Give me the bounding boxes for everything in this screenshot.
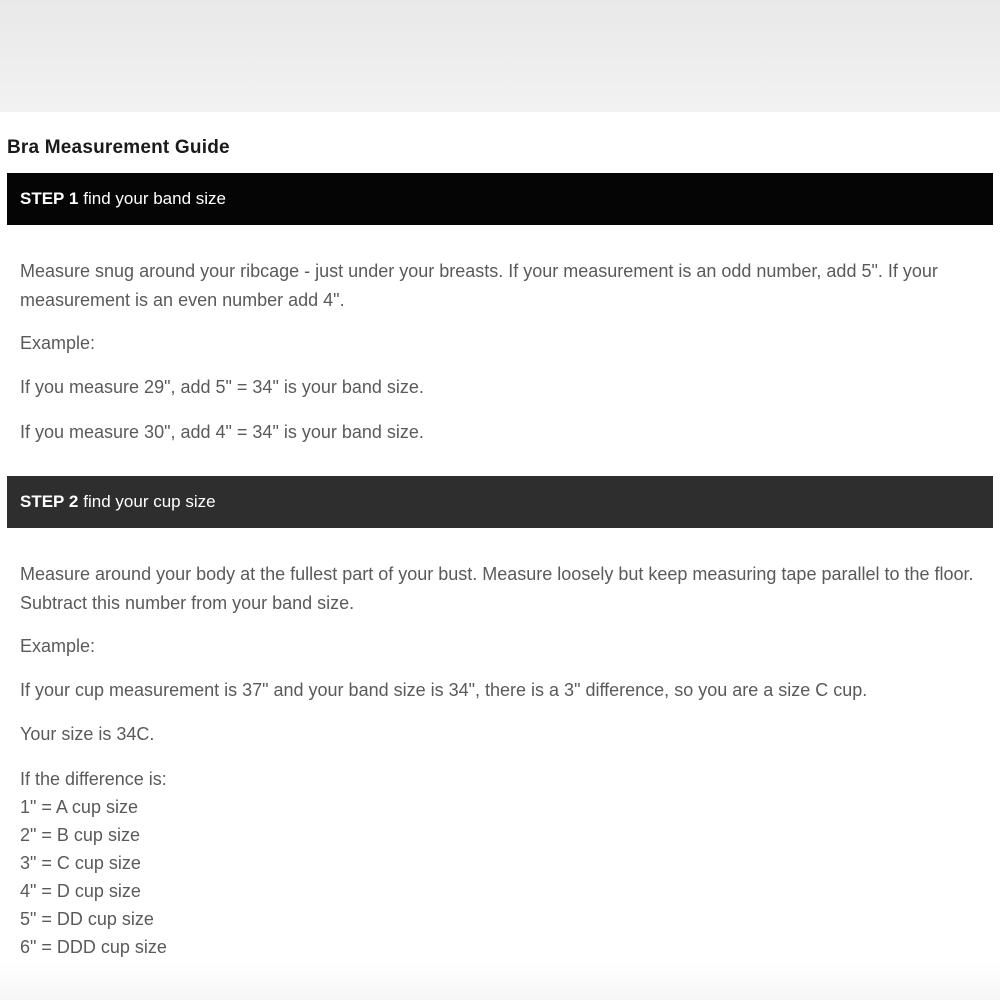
- step-1-instruction: Measure snug around your ribcage - just under your breasts. If your measurement is an odd number, add 5". If your measurement is an even number add 4".: [20, 261, 938, 310]
- list-item: 2" = B cup size: [20, 825, 140, 845]
- step-2-instruction: Measure around your body at the fullest part of your bust. Measure loosely but keep measuring tape parallel to the floor. Subtract this number from your band size.: [20, 564, 974, 613]
- cup-size-list: [20, 765, 167, 961]
- list-item: 6" = DDD cup size: [20, 937, 167, 957]
- list-item: 1" = A cup size: [20, 797, 138, 817]
- step-2-title: find your cup size: [83, 492, 216, 511]
- step-2-example-label: Example:: [20, 636, 96, 656]
- step-1-example-2: If you measure 30", add 4" = 34" is your band size.: [20, 422, 424, 442]
- list-item: 4" = D cup size: [20, 881, 141, 901]
- step-2-label: STEP 2: [20, 492, 79, 511]
- page-title: Bra Measurement Guide: [7, 137, 230, 158]
- bottom-fade: [0, 962, 1000, 1000]
- step-1-example-1: If you measure 29", add 5" = 34" is your band size.: [20, 377, 424, 397]
- step-2-example-1: If your cup measurement is 37" and your band size is 34", there is a 3" difference, so you are a size C cup.: [20, 680, 868, 700]
- step-2-header: [7, 476, 993, 528]
- step-1-header: [7, 173, 993, 225]
- top-banner: [0, 0, 1000, 112]
- step-2-example-2: Your size is 34C.: [20, 724, 155, 744]
- step-1-example-label: Example:: [20, 333, 96, 353]
- step-1-label: STEP 1: [20, 189, 79, 208]
- list-item: 3" = C cup size: [20, 853, 141, 873]
- list-item: 5" = DD cup size: [20, 909, 154, 929]
- difference-intro: If the difference is:: [20, 769, 167, 789]
- step-1-title: find your band size: [83, 189, 226, 208]
